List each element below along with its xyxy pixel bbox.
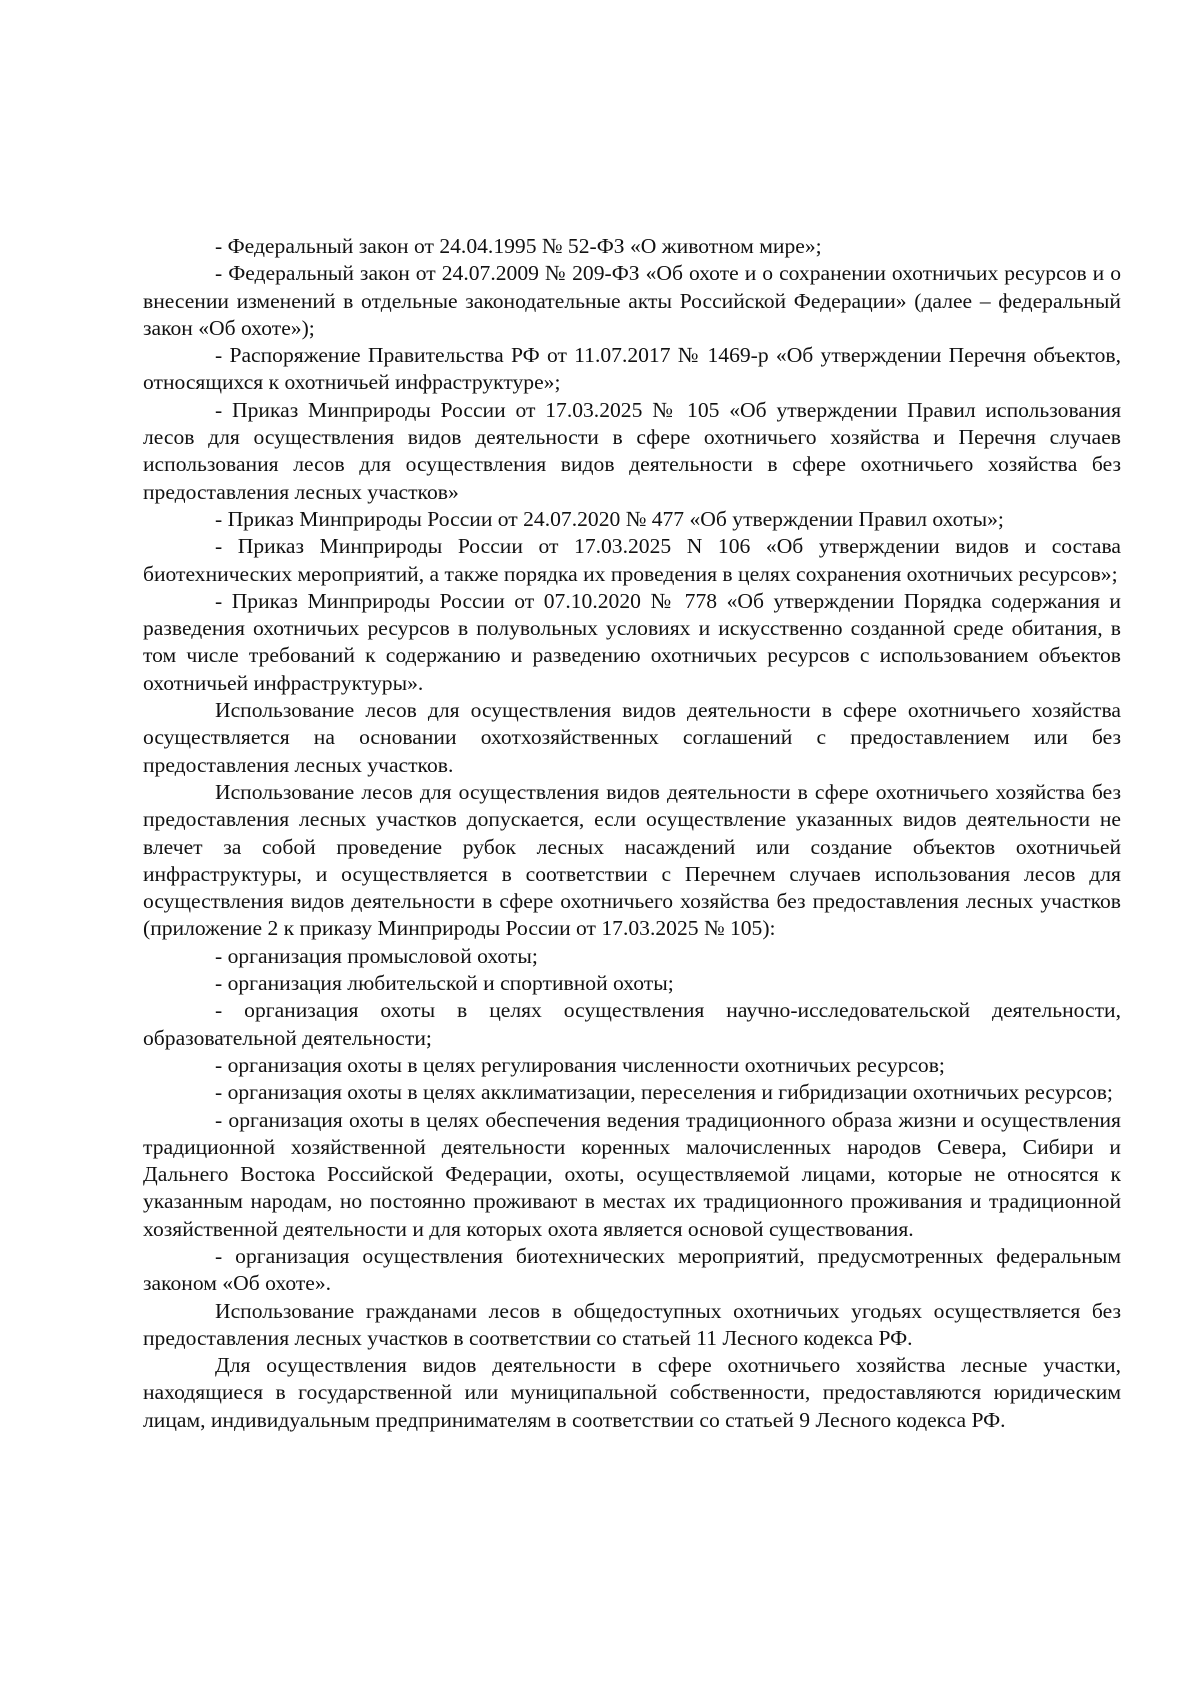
document-body bbox=[143, 233, 1121, 1434]
paragraph-order-778: - Приказ Минприроды России от 07.10.2020 № 778 «Об утверждении Порядка содержания и разведения охотничьих ресурсов в полувольных условиях и искусственно созданной среде обитания, в том числе требований к содержанию и разведению охотничьих ресурсов с использованием объектов охотничьей инфраструктуры». bbox=[143, 588, 1121, 695]
paragraph-law-wildlife: - Федеральный закон от 24.04.1995 № 52-ФЗ «О животном мире»; bbox=[215, 234, 822, 258]
list-item-amateur-hunting: - организация любительской и спортивной охоты; bbox=[215, 971, 674, 996]
paragraph-order-106: - Приказ Минприроды России от 17.03.2025 N 106 «Об утверждении видов и состава биотехнических мероприятий, а также порядка их проведения в целях сохранения охотничьих ресурсов»; bbox=[143, 534, 1121, 586]
list-item-biotechnical-measures: - организация осуществления биотехнических мероприятий, предусмотренных федеральным законом «Об охоте». bbox=[143, 1243, 1121, 1296]
paragraph-order-infrastructure: - Распоряжение Правительства РФ от 11.07.2017 № 1469-р «Об утверждении Перечня объектов, относящихся к охотничьей инфраструктуре»; bbox=[143, 343, 1121, 395]
paragraph-forest-use-basis: Использование лесов для осуществления видов деятельности в сфере охотничьего хозяйства осуществляется на основании охотхозяйственных соглашений с предоставлением или без предоставления лесных участков. bbox=[143, 698, 1121, 777]
list-item-commercial-hunting: - организация промысловой охоты; bbox=[215, 943, 538, 968]
paragraph-forest-use-without-plots: Использование лесов для осуществления видов деятельности в сфере охотничьего хозяйства без предоставления лесных участков допускается, если осуществление указанных видов деятельности не влечет за собой проведение рубок лесных насаждений или создание объектов охотничьей инфраструктуры, и осуществляется в соответствии с Перечнем случаев использования лесов для осуществления видов деятельности в сфере охотничьего хозяйства без предоставления лесных участков (приложение 2 к приказу Минприроды России от 17.03.2025 № 105): bbox=[143, 779, 1121, 941]
paragraph-order-105: - Приказ Минприроды России от 17.03.2025 № 105 «Об утверждении Правил использования лесов для осуществления видов деятельности в сфере охотничьего хозяйства и Перечня случаев использования лесов для осуществления видов деятельности в сфере охотничьего хозяйства без предоставления лесных участков» bbox=[143, 397, 1121, 504]
paragraph-law-hunting: - Федеральный закон от 24.07.2009 № 209-ФЗ «Об охоте и о сохранении охотничьих ресурсов и о внесении изменений в отдельные законодательные акты Российской Федерации» (далее – федеральный закон «Об охоте»); bbox=[143, 261, 1121, 340]
paragraph-order-477: - Приказ Минприроды России от 24.07.2020 № 477 «Об утверждении Правил охоты»; bbox=[215, 506, 1004, 531]
list-item-acclimatization-hunting: - организация охоты в целях акклиматизации, переселения и гибридизации охотничьих ресурсов; bbox=[215, 1080, 1113, 1105]
list-item-regulation-hunting: - организация охоты в целях регулирования численности охотничьих ресурсов; bbox=[215, 1052, 945, 1077]
list-item-research-hunting: - организация охоты в целях осуществления научно-исследовательской деятельности, образовательной деятельности; bbox=[143, 998, 1121, 1050]
paragraph-plots-provision: Для осуществления видов деятельности в сфере охотничьего хозяйства лесные участки, находящиеся в государственной или муниципальной собственности, предоставляются юридическим лицам, индивидуальным предпринимателям в соответствии со статьей 9 Лесного кодекса РФ. bbox=[143, 1353, 1121, 1432]
list-item-traditional-hunting: - организация охоты в целях обеспечения ведения традиционного образа жизни и осуществления традиционной хозяйственной деятельности коренных малочисленных народов Севера, Сибири и Дальнего Востока Российской Федерации, охоты, осуществляемой лицами, которые не относятся к указанным народам, но постоянно проживают в местах их традиционного проживания и традиционной хозяйственной деятельности и для которых охота является основой существования. bbox=[143, 1107, 1121, 1241]
paragraph-public-grounds: Использование гражданами лесов в общедоступных охотничьих угодьях осуществляется без предоставления лесных участков в соответствии со статьей 11 Лесного кодекса РФ. bbox=[143, 1298, 1121, 1350]
